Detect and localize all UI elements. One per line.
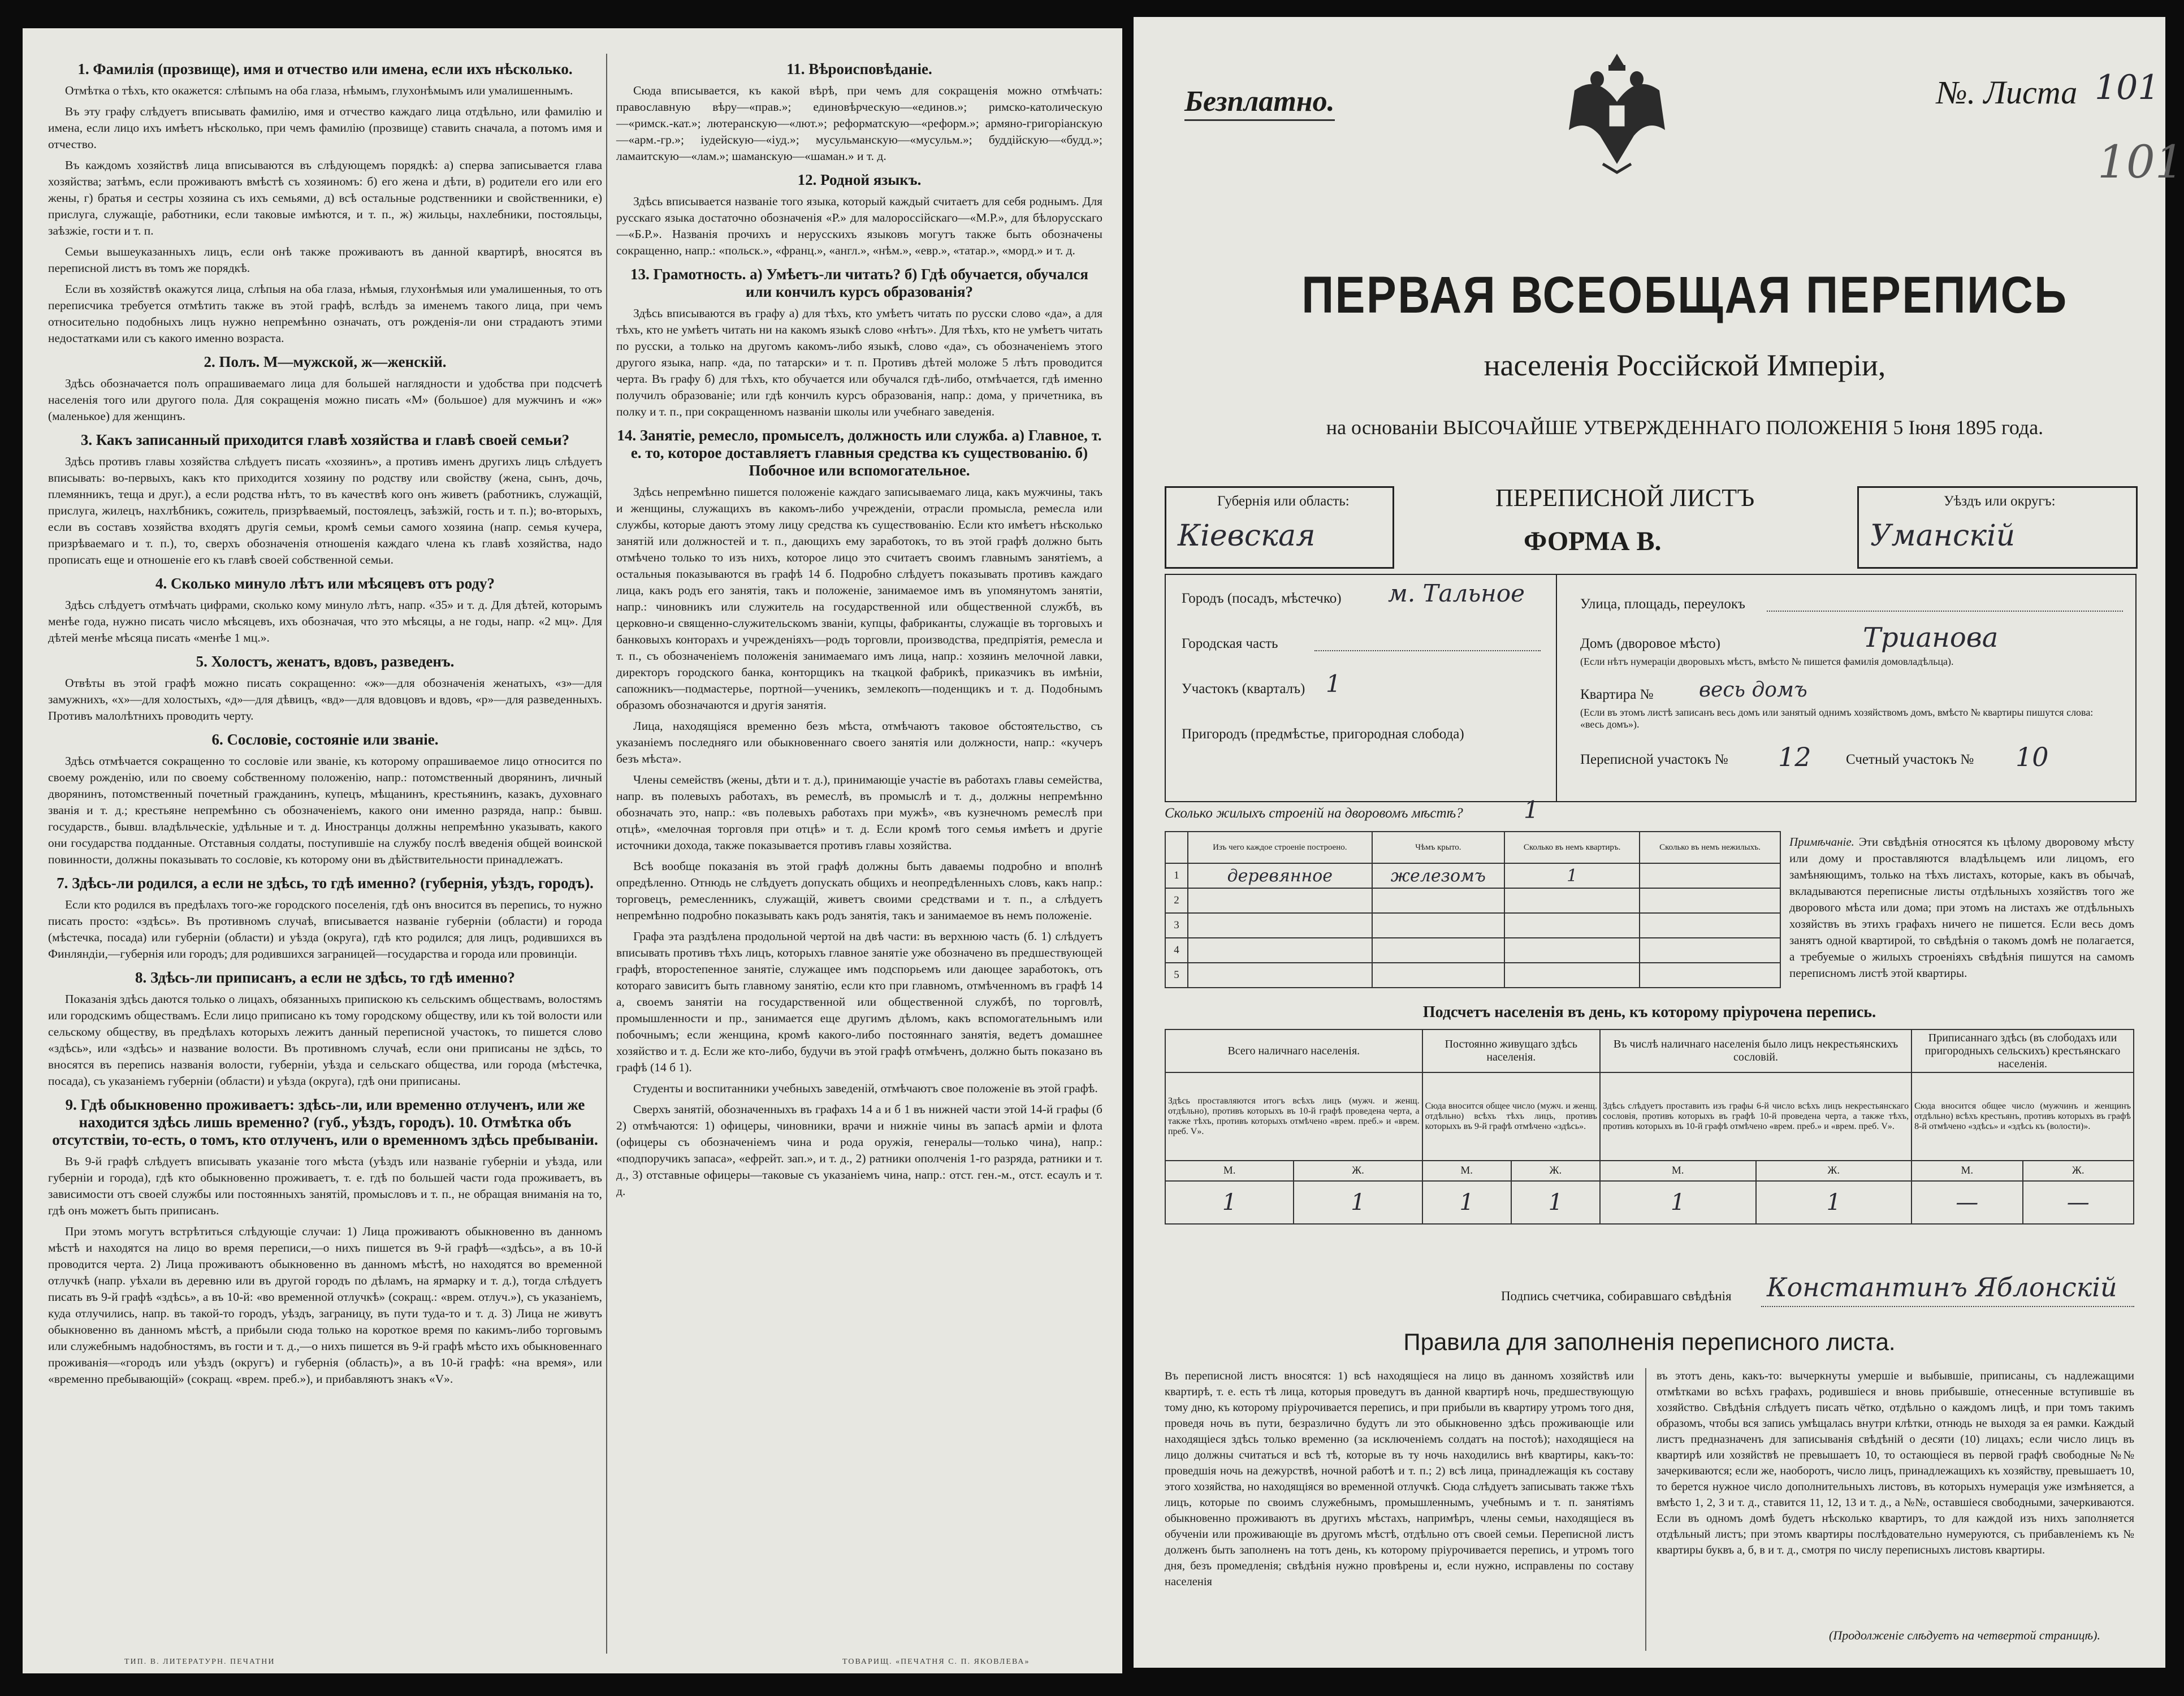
left-page: [23, 28, 1122, 1673]
buildings-cell: [1640, 938, 1780, 963]
quarter-value: 1: [1326, 670, 1341, 698]
buildings-table: [1165, 831, 1781, 988]
instruction-heading: 2. Полъ. М—мужской, ж—женскій.: [204, 353, 447, 370]
population-value-cell: 1: [1294, 1181, 1422, 1224]
buildings-row: [1165, 888, 1780, 913]
instructions-column-2: [616, 54, 1102, 1648]
buildings-cell: [1188, 938, 1372, 963]
instruction-heading: 5. Холостъ, женатъ, вдовъ, разведенъ.: [196, 653, 455, 670]
buildings-header-row: [1165, 832, 1780, 863]
form-legal-basis: на основаніи ВЫСОЧАЙШЕ УТВЕРЖДЕННАГО ПОЛОЖЕНІЯ 5 Іюня 1895 года.: [1326, 416, 2044, 439]
buildings-cell: [1504, 963, 1640, 988]
sheet-number-margin-note: 101: [2097, 136, 2184, 188]
buildings-label: Сколько жилыхъ строеній на дворовомъ мѣстѣ?: [1165, 806, 1463, 821]
signature-line: [1761, 1306, 2134, 1307]
buildings-row: [1165, 938, 1780, 963]
instruction-paragraph: Всѣ вообще показанія въ этой графѣ должны быть даваемы подробно и вполнѣ опредѣленно. Отнюдь не слѣдуетъ допускать общихъ и неопредѣленныхъ словъ, какъ напр.: торговецъ, ремесленникъ, служащій, живетъ своими средствами и т. п., а слѣдуетъ непремѣнно подробно показывать какъ родъ занятія, такъ и занимаемое въ немъ положеніе.: [616, 859, 1102, 922]
instruction-heading: 12. Родной языкъ.: [797, 171, 922, 188]
buildings-cell: [1504, 888, 1640, 913]
form-variant: ФОРМА В.: [1524, 526, 1662, 556]
population-group-note: Здѣсь слѣдуетъ проставить изъ графы 6-й число всѣхъ лицъ некрестьянскаго сословія, противъ которыхъ въ графѣ 10-й проведена черта, а также тѣхъ, противъ которыхъ въ 10-й графѣ отмѣчено «врем. преб.» и «врем. преб. V».: [1600, 1072, 1911, 1161]
instruction-paragraph: Показанія здѣсь даются только о лицахъ, обязанныхъ припискою къ сельскимъ обществамъ, волостямъ или городскимъ обществамъ. Если лицо приписано къ тому городскому обществу, или къ той волости или сельскому обществу, въ предѣлахъ которыхъ лежитъ данный переписной участокъ, то пишется слово «здѣсь», или «здѣсь» и название волости. Въ противномъ случаѣ, если они приписаны не здѣсь, то вносятся въ перепись названія волости, губерніи, уѣзда и сельскаго общества, или города (мѣстечка, посада), съ указаніемъ губерніи (области) и уѣзда (округа), гдѣ они приписаны.: [48, 992, 602, 1088]
population-value-cell: —: [2023, 1181, 2134, 1224]
rules-divider: [1645, 1368, 1646, 1651]
remark-text: Эти свѣдѣнія относятся къ цѣлому дворовому мѣсту или дому и проставляются владѣльцемъ или лицомъ, его замѣняющимъ, только на тѣхъ листахъ, которые, какъ въ обычаѣ, вкладываются переписные листы отдѣльныхъ хозяйствъ того же дворового мѣста или дома; при этомъ на листахъ же отдѣльныхъ хозяйствъ въ этихъ графахъ ничего не пишется. Если весь домъ занятъ одной квартирой, то свѣдѣнія о такомъ домѣ не полагается, а требуемые о жилыхъ строеніяхъ свѣдѣнія пишутся на самомъ переписномъ листѣ этой квартиры.: [1789, 835, 2134, 980]
male-column-label: М.: [1911, 1161, 2022, 1181]
instruction-paragraph: Если кто родился въ предѣлахъ того-же городского поселенія, гдѣ онъ вносится въ перепись, то нужно писать просто: «здѣсь». Въ противномъ случаѣ, вписывается названіе губерніи (области) и города (мѣстечка, посада) или губерніи (области) и уѣзда (округа), гдѣ кто родился; для лицъ, родившихся въ Финляндіи,—губернія или городъ; для родившихся заграницей—государства и города или провинціи.: [48, 898, 602, 961]
street-label: Улица, площадь, переулокъ: [1580, 596, 1745, 612]
female-column-label: Ж.: [2023, 1161, 2134, 1181]
instruction-paragraph: Въ 9-й графѣ слѣдуетъ вписывать указаніе того мѣста (уѣздъ или названіе губерніи и уѣзда, или губерніи и города), гдѣ кто обыкновенно проживаетъ, т. е. гдѣ по большей части года проживаетъ, въ зависимости отъ своей службы или постоянныхъ занятій, промысловъ и т. п., не обращая вниманія на то, гдѣ онъ можетъ быть приписанъ.: [48, 1154, 602, 1217]
buildings-row: [1165, 913, 1780, 938]
buildings-cell: железомъ: [1372, 863, 1504, 888]
rules-continued-note: (Продолженіе слѣдуетъ на четвертой страницѣ).: [1829, 1628, 2100, 1642]
rules-title: Правила для заполненія переписного листа.: [1403, 1329, 1896, 1355]
buildings-cell: [1188, 913, 1372, 938]
district-label: Уѣздъ или округъ:: [1944, 494, 2056, 509]
suburb-label: Пригородъ (предмѣстье, пригородная слобода): [1182, 726, 1464, 742]
instruction-heading: 8. Здѣсь-ли приписанъ, а если не здѣсь, то гдѣ именно?: [135, 969, 515, 986]
instruction-paragraph: Сюда вписывается, къ какой вѣрѣ, при чемъ для сокращенія можно отмѣчать: православную вѣру—«прав.»; единовѣрческую—«единов.»; римско-католическую—«римск.-кат.»; лютеранскую—«лют.»; реформатскую—«реформ.»; армяно-григоріанскую—«арм.-гр.»; іудейскую—«іуд.»; мусульманскую—«мусульм.»; буддійскую—«будд.»; ламаитскую—«лам.»; шаманскую—«шаман.» и т. д.: [616, 84, 1102, 163]
apartment-label: Квартира №: [1580, 687, 1654, 702]
population-group-header: Въ числѣ наличнаго населенія было лицъ некрестьянскихъ сословій.: [1600, 1029, 1911, 1072]
female-column-label: Ж.: [1511, 1161, 1600, 1181]
column-divider: [606, 54, 607, 1654]
instruction-paragraph: Сверхъ занятій, обозначенныхъ въ графахъ 14 а и б 1 въ нижней части этой 14-й графы (б 2) отмѣчаются: 1) офицеры, чиновники, врачи и нижніе чины въ запасѣ арміи и флота (офицеры съ обозначеніемъ чина и рода оружія, генералы—только чина), напр.: «подпоручикъ запаса», «ефрейт. зап.», и т. д., 2) ратники ополченія 1-го разряда, ратники и т. д., 3) отставные офицеры—таковые съ указаніемъ чина, напр.: отст. ген.-м., отст. есаулъ и т. д.: [616, 1102, 1102, 1198]
town-label: Городъ (посадъ, мѣстечко): [1182, 591, 1342, 606]
remark-title: Примѣчаніе.: [1789, 835, 1854, 849]
city-part-label: Городская часть: [1182, 636, 1278, 651]
instruction-heading: 3. Какъ записанный приходится главѣ хозяйства и главѣ своей семьи?: [80, 431, 570, 448]
population-table: [1165, 1029, 2134, 1225]
buildings-cell: [1188, 963, 1372, 988]
instruction-heading: 4. Сколько минуло лѣтъ или мѣсяцевъ отъ роду?: [155, 575, 495, 592]
population-group-header: Всего наличнаго населенія.: [1165, 1029, 1422, 1072]
buildings-cell: [1372, 888, 1504, 913]
instructions-column-1: [48, 54, 602, 1648]
instruction-heading: 9. Гдѣ обыкновенно проживаетъ: здѣсь-ли, или временно отлученъ, или же находится здѣсь лишь временно? (губ., уѣздъ, городъ). 10. Отмѣтка объ отсутствіи, то-есть, о томъ, кто отлученъ, или о временномъ здѣсь пребываніи.: [52, 1096, 598, 1148]
instruction-paragraph: Студенты и воспитанники учебныхъ заведеній, отмѣчаютъ свое положеніе въ этой графѣ.: [633, 1081, 1098, 1095]
form-sheet-title: ПЕРЕПИСНОЙ ЛИСТЪ: [1495, 484, 1755, 512]
population-group-note: Сюда вносится общее число (мужч. и женщ. отдѣльно) всѣхъ тѣхъ лицъ, противъ которыхъ въ 9-й графѣ отмѣчено «здѣсь».: [1422, 1072, 1600, 1161]
instruction-paragraph: Отвѣты въ этой графѣ можно писать сокращенно: «ж»—для обозначенія женатыхъ, «з»—для замужнихъ, «х»—для холостыхъ, «д»—для дѣвицъ, «вд»—для вдовцовъ и вдовъ, «р»—для разведенныхъ. Противъ малолѣтнихъ проводить черту.: [48, 676, 602, 722]
province-label: Губернія или область:: [1217, 494, 1350, 509]
buildings-cell: 3: [1165, 913, 1188, 938]
instruction-paragraph: Здѣсь слѣдуетъ отмѣчать цифрами, сколько кому минуло лѣтъ, напр. «35» и т. д. Для дѣтей, которымъ менѣе года, нужно писать число мѣсяцевъ, ихъ обозначая, что это мѣсяцы, а не годы, напр. «2 мц». Для дѣтей менѣе мѣсяца писать «менѣе 1 мц.».: [48, 598, 602, 644]
buildings-header-cell: Чѣмъ крыто.: [1372, 832, 1504, 863]
instruction-paragraph: Лица, находящіяся временно безъ мѣста, отмѣчаютъ таковое обстоятельство, съ указаніемъ последняго или обыкновеннаго своего занятія или должности, напр.: «кучеръ безъ мѣста».: [616, 719, 1102, 765]
male-column-label: М.: [1165, 1161, 1294, 1181]
buildings-cell: 5: [1165, 963, 1188, 988]
apartment-value: весь домъ: [1699, 678, 1807, 702]
double-headed-eagle-icon: [1563, 51, 1671, 178]
buildings-cell: [1640, 963, 1780, 988]
buildings-header-cell: Сколько въ немъ квартиръ.: [1504, 832, 1640, 863]
population-value-cell: —: [1911, 1181, 2022, 1224]
population-group-note: Здѣсь проставляются итогъ всѣхъ лицъ (мужч. и женщ. отдѣльно), противъ которыхъ въ 10-й графѣ проведена черта, а также тѣхъ, противъ которыхъ отмѣчено «врем. преб.» и «врем. преб. V».: [1165, 1072, 1422, 1161]
population-group-note: Сюда вносится общее число (мужчинъ и женщинъ отдѣльно) всѣхъ крестьянъ, противъ которыхъ въ графѣ 8-й отмѣчено «здѣсь» и «здѣсь къ (волости)».: [1911, 1072, 2134, 1161]
house-note: (Если нѣтъ нумераціи дворовыхъ мѣстъ, вмѣсто № пишется фамилія домовладѣльца).: [1580, 656, 1954, 667]
instruction-heading: 14. Занятіе, ремесло, промыселъ, должность или служба. а) Главное, т. е. то, которое доставляетъ главныя средства къ существованію. б) Побочное или вспомогательное.: [617, 427, 1102, 479]
printer-imprint: ТИП. В. ЛИТЕРАТУРН. ПЕЧАТНИ: [124, 1658, 275, 1666]
instruction-paragraph: Въ каждомъ хозяйствѣ лица вписываются въ слѣдующемъ порядкѣ: а) сперва записывается глава хозяйства; затѣмъ, если проживаютъ вмѣстѣ съ хозяиномъ: б) его жена и дѣти, в) родители его или его жены, г) братья и сестры хозяина съ ихъ семьями, д) всѣ остальные родственники и свойственники, е) прислуга, служащіе, работники, если таковые имѣются, и т. п., ж) жильцы, нахлебники, постояльцы, заѣзжіе, гости и т. п.: [48, 158, 602, 237]
buildings-cell: 4: [1165, 938, 1188, 963]
buildings-cell: [1188, 888, 1372, 913]
buildings-cell: [1640, 913, 1780, 938]
population-value-cell: 1: [1600, 1181, 1756, 1224]
quarter-label: Участокъ (кварталъ): [1182, 681, 1305, 696]
population-values-row: [1165, 1181, 2134, 1224]
population-value-cell: 1: [1165, 1181, 1294, 1224]
male-column-label: М.: [1600, 1161, 1756, 1181]
district-box: [1857, 486, 2138, 569]
buildings-cell: [1640, 888, 1780, 913]
buildings-header-cell: [1165, 832, 1188, 863]
instruction-heading: 7. Здѣсь-ли родился, а если не здѣсь, то гдѣ именно? (губернія, уѣздъ, городъ).: [57, 875, 594, 892]
buildings-value: 1: [1524, 796, 1539, 824]
census-section-value: 12: [1778, 742, 1811, 772]
rules-column-1: Въ переписной листъ вносятся: 1) всѣ находящіеся на лицо въ данномъ хозяйствѣ или квартирѣ, т. е. есть тѣ лица, которыя проведутъ въ данной квартирѣ ночь, предшествующую тому дню, къ которому пріурочивается перепись, и при прибыли въ квартиру утромъ того дня, проведя ночь въ пути, безразлично будутъ ли это обыкновенно здѣсь проживающіе или находящіеся здѣсь только временно (за исключеніемъ солдатъ на постоѣ); находящіеся на лицо должны считаться и всѣ тѣ, которые въ ту ночь находились внѣ квартиры, какъ-то: проведшія ночь на дежурствѣ, ночной работѣ и т. п.; 2) всѣ лица, принадлежащія къ составу этого хозяйства, но находящіяся во временной отлучкѣ. Сюда слѣдуетъ записывать также тѣхъ лицъ, которые по своимъ служебнымъ, промышленнымъ, учебнымъ и т. п. занятіямъ обыкновенно проживаютъ въ другихъ мѣстахъ, напримѣръ, члены семьи, находящіеся въ обученіи или проживающіе въ другомъ мѣстѣ, отдѣльно отъ своей семьи. Переписной листъ долженъ быть заполненъ на тотъ день, къ которому пріурочивается перепись, и утромъ того дня, безъ промедленія; свѣдѣнія нужно провѣрены и, если нужно, исправлены по составу населенія: [1165, 1370, 1634, 1588]
signature-label: Подпись счетчика, собиравшаго свѣдѣнія: [1501, 1289, 1732, 1303]
instruction-paragraph: Здѣсь противъ главы хозяйства слѣдуетъ писать «хозяинъ», а противъ именъ другихъ лицъ слѣдуетъ вписывать: во-первыхъ, какъ кто приходится хозяину по родству или свойству (жена, сынъ, дочь, племянникъ, теща и друг.), а если родства нѣтъ, то въ качествѣ кого онъ живетъ (работникъ, служащій, прислуга, жилецъ, нахлѣбникъ, сожитель, призрѣваемый, постоялецъ, заѣзжій, гость и т. п.); во-вторыхъ, если въ составъ хозяйства входятъ другія семьи, кромѣ семьи самого хозяина (напр. семья кучера, призрѣваемаго и т. п.), то, сверхъ обозначенія отношенія каждаго члена къ главѣ хозяйства, надо прописать еще и отношеніе его къ главѣ своей собственной семьи.: [48, 455, 602, 566]
buildings-row: [1165, 963, 1780, 988]
buildings-cell: [1372, 963, 1504, 988]
instruction-heading: 1. Фамилія (прозвище), имя и отчество или имена, если ихъ нѣсколько.: [77, 60, 573, 77]
population-value-cell: 1: [1756, 1181, 1912, 1224]
buildings-cell: 1: [1165, 863, 1188, 888]
population-title: Подсчетъ населенія въ день, къ которому пріурочена перепись.: [1422, 1003, 1876, 1021]
buildings-cell: 1: [1504, 863, 1640, 888]
buildings-cell: [1504, 938, 1640, 963]
male-column-label: М.: [1422, 1161, 1511, 1181]
population-sex-row: [1165, 1161, 2134, 1181]
instruction-paragraph: Здѣсь обозначается полъ опрашиваемаго лица для большей наглядности и удобства при подсчетѣ населенія того или другого пола. Для сокращенія можно писать «М» (большое) для мужчинъ и «ж» (маленькое) для женщинъ.: [48, 377, 602, 423]
apartment-note: (Если въ этомъ листѣ записанъ весь домъ или занятый однимъ хозяйствомъ домъ, вмѣсто № квартиры пишутся слова: «весь домъ»).: [1580, 707, 2094, 730]
population-group-row: [1165, 1029, 2134, 1072]
census-form-page: [1134, 17, 2184, 1668]
population-value-cell: 1: [1511, 1181, 1600, 1224]
instruction-paragraph: Здѣсь отмѣчается сокращенно то сословіе или званіе, къ которому опрашиваемое лицо относится по своему рожденію, или по своему собственному положенію, напр.: потомственный дворянинъ, личный дворянинъ, потомственный почетный гражданинъ, купецъ, мѣщанинъ, крестьянинъ, казакъ, духовнаго званія и т. д.; крестьяне непремѣнно съ обозначеніемъ, какого они именно разряда, напр.: бывш. государств., бывш. владѣльческіе, удѣльные и т. д. Иностранцы должны непремѣнно указывать, какого они государства подданные. Отставныя солдаты, поступившіе на службу послѣ введенія общей воинской повинности, должны показывать то сословіе, къ которому они въ дѣйствительности принадлежатъ.: [48, 754, 602, 866]
instruction-paragraph: Семьи вышеуказанныхъ лицъ, если онѣ также проживаютъ въ данной квартирѣ, вносятся въ переписной листъ въ томъ же порядкѣ.: [48, 245, 602, 275]
census-section-label: Переписной участокъ №: [1580, 752, 1728, 767]
sheet-number-label: №. Листа: [1936, 74, 2078, 111]
form-subtitle: населенія Россійской Имперіи,: [1484, 348, 1886, 382]
female-column-label: Ж.: [1756, 1161, 1912, 1181]
province-box: [1165, 486, 1394, 569]
buildings-header-cell: Сколько въ немъ нежилыхъ.: [1640, 832, 1780, 863]
house-label: Домъ (дворовое мѣсто): [1580, 636, 1720, 651]
population-note-row: [1165, 1072, 2134, 1161]
buildings-cell: [1372, 938, 1504, 963]
count-section-value: 10: [2016, 742, 2049, 772]
instruction-paragraph: Отмѣтка о тѣхъ, кто окажется: слѣпымъ на оба глаза, нѣмымъ, глухонѣмымъ или умалишеннымъ.: [65, 84, 573, 97]
sheet-number-value: 101: [2095, 68, 2160, 107]
instruction-paragraph: Члены семействъ (жены, дѣти и т. д.), принимающіе участіе въ работахъ главы семейства, напр. въ полевыхъ работахъ, въ ремеслѣ, въ промыслѣ и т. д., должны непремѣнно обозначать это, напр.: «въ полевыхъ работахъ при мужѣ», «въ кузнечномъ ремеслѣ при отцѣ», «мелочная торговля при отцѣ» и т. д. Если кромѣ того семья имѣетъ и другіе источники дохода, также показывается противъ главы хозяйства.: [616, 773, 1102, 852]
buildings-cell: [1372, 913, 1504, 938]
population-group-header: Постоянно живущаго здѣсь населенія.: [1422, 1029, 1600, 1072]
population-value-cell: 1: [1422, 1181, 1511, 1224]
instruction-heading: 13. Грамотность. а) Умѣетъ-ли читать? б) Гдѣ обучается, обучался или кончилъ курсъ образованія?: [630, 266, 1088, 300]
rules-column-2: въ этотъ день, какъ-то: вычеркнуты умершіе и выбывшіе, приписаны, съ надлежащими отмѣтками во всѣхъ графахъ, родившіеся и вновь прибывшіе, отнесенные вступившіе въ хозяйство. Свѣдѣнія слѣдуетъ писать чётко, отдѣльно о каждомъ лицѣ, и при томъ такимъ образомъ, чтобы вся запись умѣщалась внутри клѣтки, отнюдь не выходя за ея рамки. Каждый листъ предназначенъ для записыванія свѣдѣній о десяти (10) лицахъ; если число лицъ въ квартирѣ или хозяйствѣ не превышаетъ 10, то остающіеся въ первой графѣ свободные №№ зачеркиваются; если же, наоборотъ, число лицъ, принадлежащихъ къ хозяйству, превышаетъ 10, то берется нужное число дополнительныхъ листовъ, въ которыхъ нумерація уже измѣняется, а вмѣсто 1, 2, 3 и т. д., ставится 11, 12, 13 и т. д., а №№, оставшіеся свободными, зачеркиваются. Если въ одномъ домѣ будетъ нѣсколько квартиръ, то для каждой изъ нихъ заполняется отдѣльный листъ; при этомъ квартиры послѣдовательно нумеруются, съ прибавленіемъ къ № квартиры буквъ а, б, в и т. д., смотря по числу переписныхъ листовъ квартиры.: [1657, 1370, 2134, 1556]
house-value: Трианова: [1863, 622, 1999, 654]
buildings-cell: [1640, 863, 1780, 888]
buildings-cell: 2: [1165, 888, 1188, 913]
instruction-paragraph: Здѣсь непремѣнно пишется положеніе каждаго записываемаго лица, какъ мужчины, такъ и женщины, служащихъ въ какомъ-либо учрежденіи, отрасли промысла, ремесла или службы, которые даютъ этому лицу средства къ существованію. Если кто имѣетъ нѣсколько занятій или должностей и т. п., дающихъ ему заработокъ, то въ этой графѣ должно быть отмѣчено только то изъ нихъ, которое лицо это считаетъ своимъ главнымъ занятіемъ, а остальныя показываются въ графѣ 14 б. Подробно слѣдуетъ показывать противъ каждаго лица, какъ родъ его занятія, такъ и положеніе, занимаемое имъ въ упомянутомъ занятіи, напр.: чиновникъ или служитель на государственной или общественной службѣ, въ церковно-и священно-служительскомъ званіи, купцы, фабриканты, служащіе въ торговыхъ и банковыхъ конторахъ и учрежденіяхъ—родъ торговли, производства, предпріятія, ремесла и т. п., съ обозначеніемъ положенія занимаемаго имъ лица, напр.: хозяинъ мелочной лавки, директоръ городского банка, конторщикъ на ткацкой фабрикѣ, приказчикъ въ имѣніи, сапожникъ—подмастерье, портной—ученикъ, землекопъ—поденщикъ и т. д. Подобнымъ образомъ обозначаются и другія занятія.: [616, 485, 1102, 712]
instruction-paragraph: При этомъ могутъ встрѣтиться слѣдующіе случаи: 1) Лица проживаютъ обыкновенно въ данномъ мѣстѣ и находятся на лицо во время переписи,—о нихъ пишется въ 9-й графѣ—«здѣсь», а въ 10-й проводится черта. 2) Лица проживаютъ обыкновенно въ данномъ мѣстѣ, но находятся во временной отлучкѣ (напр. уѣхали въ деревню или въ другой городъ по дѣламъ, на ярмарку и т. д.), тогда слѣдуетъ писать въ 9-й графѣ «здѣсь», а въ 10-й: «во временной отлучкѣ» (сокращ.: «врем. отлуч.»), съ указаніемъ, куда отлучились, напр. въ такой-то городъ, уѣздъ, заграницу, въ пути туда-то и т. д. 3) Лица не живутъ обыкновенно въ данномъ мѣстѣ, а прибыли сюда только на короткое время по какимъ-либо торговымъ или служебнымъ надобностямъ, въ гости и т. д.,—о нихъ пишется въ 9-й графѣ мѣсто ихъ обыкновеннаго проживанія—«городъ или уѣздъ (округъ) и губернія (область)», а въ 10-й графѣ: «на время», или «временно пребывающій» (сокращ. «врем. преб.»), и прибавляютъ знакъ «V».: [48, 1225, 602, 1386]
female-column-label: Ж.: [1294, 1161, 1422, 1181]
district-value: Уманскій: [1870, 519, 2016, 553]
buildings-header-cell: Изъ чего каждое строеніе построено.: [1188, 832, 1372, 863]
instruction-paragraph: Здѣсь вписываются въ графу а) для тѣхъ, кто умѣетъ читать по русски слово «да», а для тѣхъ, кто не умѣетъ читать ни на какомъ языкѣ слово «нѣтъ». Для тѣхъ, кто не умѣетъ читать по русски, а только на другомъ какомъ-либо языкѣ, слово «да», съ обозначеніемъ этого другого языка, напр. «да, по татарски» и т. п. Противъ дѣтей моложе 5 лѣтъ проводится черта. Въ графу б) для тѣхъ, кто обучается или обучался гдѣ-либо, отмѣчается, гдѣ именно получилъ образованіе; или гдѣ кончилъ курсъ образованія, напр.: дома, у причетника, въ полку и т. п., при сокращенномъ названіи школы или учебнаго заведенія.: [616, 306, 1102, 418]
city-part-field: [1314, 650, 1541, 651]
instruction-heading: 11. Вѣроисповѣданіе.: [786, 60, 932, 77]
form-title: ПЕРВАЯ ВСЕОБЩАЯ ПЕРЕПИСЬ: [1301, 266, 2068, 324]
instruction-paragraph: Если въ хозяйствѣ окажутся лица, слѣпыя на оба глаза, нѣмыя, глухонѣмыя или умалишенныя, то отъ переписчика требуется отмѣтить также въ этой графѣ, вслѣдъ за именемъ такого лица, при чемъ относительно подобныхъ лицъ нужно непремѣнно означать, отъ рожденія-ли они страдаютъ этими недостатками или съ какого именно возраста.: [48, 282, 602, 345]
town-value: м. Тальное: [1388, 579, 1525, 607]
instruction-heading: 6. Сословіе, состояніе или званіе.: [211, 731, 439, 748]
remark: [1789, 834, 2134, 981]
printer-imprint: ТОВАРИЩ. «ПЕЧАТНЯ С. П. ЯКОВЛЕВА»: [842, 1658, 1030, 1666]
buildings-row: [1165, 863, 1780, 888]
street-field: [1767, 611, 2123, 612]
population-group-header: Приписаннаго здѣсь (въ слободахъ или пригородныхъ сельскихъ) крестьянскаго населенія.: [1911, 1029, 2134, 1072]
instruction-paragraph: Здѣсь вписывается названіе того языка, который каждый считаетъ для себя роднымъ. Для русскаго языка достаточно обозначенія «Р.» для малороссійскаго—«М.Р.», для бѣлорусскаго—«Б.Р.». Названія прочихъ и нерусскихъ языковъ могутъ также быть обозначены сокращенно, напр.: «польск.», «франц.», «англ.», «нѣм.», «евр.», «татар.», «морд.» и т. д.: [616, 194, 1102, 257]
buildings-cell: [1504, 913, 1640, 938]
province-value: Кіевская: [1178, 519, 1316, 553]
buildings-cell: деревянное: [1188, 863, 1372, 888]
instruction-paragraph: Въ эту графу слѣдуетъ вписывать фамилію, имя и отчество каждаго лица отдѣльно, или фамилію и имена, если лицо ихъ имѣетъ нѣсколько, при чемъ фамилію (прозвище) ставить сначала, а потомъ имя и отчество.: [48, 105, 602, 151]
signature-value: Константинъ Яблонскій: [1767, 1272, 2117, 1303]
free-label: Безплатно.: [1184, 85, 1335, 121]
instruction-paragraph: Графа эта раздѣлена продольной чертой на двѣ части: въ верхнюю часть (б. 1) слѣдуетъ вписывать противъ тѣхъ лицъ, которыхъ главное занятіе уже обозначено въ предшествующей графѣ, второстепенное занятіе, служащее имъ подспорьемъ или дающее заработокъ, отъ котораго зависитъ быть главному занятію, если кто при главномъ, отмѣченномъ въ графѣ 14 а, своемъ занятіи на государственной или общественной службѣ, по торговлѣ, промышленности и пр., занимается еще другимъ дѣломъ, какъ вспомогательнымъ или побочнымъ; если женщина, кромѣ какого-либо постояннаго занятія, ведетъ домашнее хозяйство и т. д. Если же кто-либо, будучи въ этой графѣ отмѣченъ, должно быть показано въ графѣ (14 б 1).: [616, 929, 1102, 1074]
count-section-label: Счетный участокъ №: [1846, 752, 1974, 767]
